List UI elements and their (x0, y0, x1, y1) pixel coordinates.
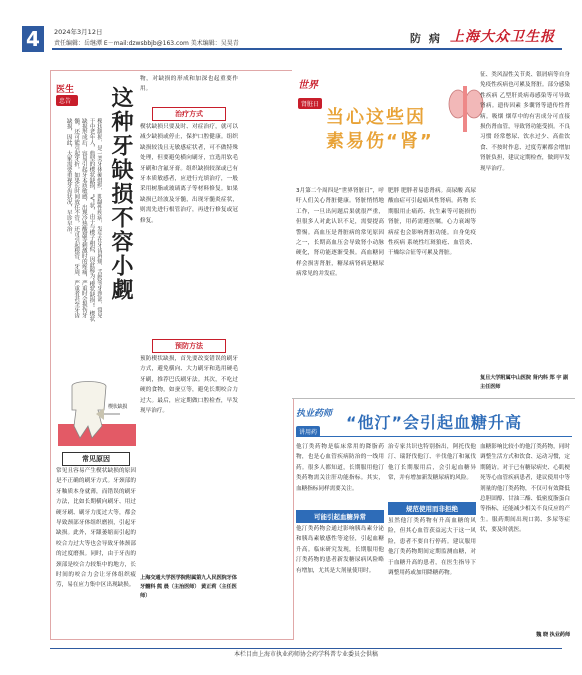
page-number: 4 (22, 26, 44, 52)
image-caption: 楔状缺损 (108, 404, 128, 410)
prevention-heading: 预防方法 (152, 339, 226, 353)
kidney-column-label-group (298, 76, 322, 110)
causes-heading: 常见原因 (62, 452, 130, 466)
left-col2-text-b: 楔状缺损只要及时、对症治疗，就可以减少缺损或停止，保护口腔健康。组织缺损较浅且无敏感症状者，可不做特殊处理，但要避免横向刷牙，宜选用软毛牙刷和含氟牙膏。组织缺损较深或已有牙本质敏感者，应进行充填治疗，一般采用树脂或玻璃离子等材料修复。如果缺损已经波及牙髓，出现牙髓炎症状，则需先进行根管治疗，再进行修复或冠修复。 (140, 124, 238, 224)
statin-col1-text-b: 他汀类药物会通过影响胰岛素分泌和胰岛素敏感性等途径，引起血糖升高。临床研究发现，长期服用他汀类药物的患者新发糖尿病风险略有增加，尤其是大剂量使用时。 (296, 526, 384, 574)
statin-col3-text: 血糖影响比较小的他汀类药物，同时调整生活方式和饮食、运动习惯，定期随访。对于已有糖尿病史、心肌梗死等心血管疾病患者，建议使用中等剂量的他汀类药物，不仅可有效降低总胆固醇、甘油三酯、低密度脂蛋白等指标，还能减少相关不良反应的产生。服药期间出现口渴、多尿等症状，要及时就医。 (480, 444, 570, 534)
kidney-column-label: 世界 (298, 80, 318, 91)
doctor-label: 医生 (56, 85, 75, 95)
statin-heading-1: 可能引起血糖异常 (296, 510, 384, 523)
header-divider (52, 48, 562, 50)
left-col2-text-a: 物，对缺损的形成和加深也起重要作用。 (140, 76, 238, 93)
article-divider (292, 398, 575, 399)
newspaper-logo: 上海大众卫生报 (450, 29, 555, 45)
pharmacist-column-label-group (296, 406, 332, 438)
issue-date: 2024年3月12日 (54, 28, 103, 36)
statin-article-title: “他汀”会引起血糖升高 (346, 413, 523, 432)
kidney-column-sub: 肾脏日 (298, 98, 322, 109)
tooth-icon (58, 380, 136, 446)
left-byline: 上海交通大学医学院附属第九人民医院牙体牙髓科 熊 晨（主治医师） 黄正莉（主任医师） (140, 575, 237, 599)
pharmacist-column-sub: 讲用药 (296, 426, 320, 437)
doctor-sub-label: 忠告 (56, 95, 78, 106)
statin-byline: 魏 晓 执业药师 (536, 632, 570, 638)
doctor-advice-badge (56, 82, 78, 106)
left-col2-text-c: 预防楔状缺损，首先要改变错误的刷牙方式，避免横向、大力刷牙和选用硬毛牙刷，推荐巴氏刷牙法。其次，不吃过硬的食物，如蚕豆等，避免长期咬合力过大。最后，应定期做口腔检查，早发现早治疗。 (140, 356, 238, 415)
kidney-byline: 复旦大学附属中山医院 肾内科 郑 宇 副主任医师 (480, 375, 569, 390)
statin-title-rule (296, 436, 572, 437)
kidney-col3-text: 征、类风湿性关节炎、银屑病等自身免疫性疾病也可累及肾脏。部分感染性疾病 乙型肝炎病毒感染等可导致肾病。遗传因素 多囊肾等遗传性肾病。吸烟 烟草中的有害成分可直接损伤肾血管，导致肾功能受损。不良习惯 经常憋尿、饮水过少、高盐饮食、不按时作息、过度劳累都会增加肾脏负担，建议定期检查，做到早发现早治疗。 (480, 72, 570, 172)
footer-note: 本栏目由上海市执业药师协会药学科普专业委员会供稿 (50, 648, 562, 661)
statin-col1-text: 他汀类药物是临床常用的降脂药物，也是心血管疾病防治的一线用药。很多人都知道，长期服用他汀类药物需关注肝功能指标。其实，血糖指标同样需要关注。 (296, 444, 384, 492)
pharmacist-column-label: 执业药师 (296, 409, 333, 419)
section-name: 防 病 (410, 32, 442, 45)
kidney-col2-text: 肥胖 肥胖者易患肾病。高尿酸 高尿酸血症可引起痛风性肾病。药物 长期服用止痛药、抗生素等可能损伤肾脏，用药需遵医嘱。心力衰竭等病症也会影响肾脏功能。自身免疫性疾病 系统性红斑狼疮、血管炎、干燥综合征等可累及肾脏。 (388, 188, 476, 257)
left-article-title: 这种牙缺损不容小觑 (108, 86, 134, 302)
left-article-intro: 楔状缺损，是一类牙体硬组织，即龋性疾病，发生在牙齿唇颊、舌腭等牙颈部，常见于中老年人，典型的楔状缺损，“V”状，由于与楔子相似，因此称为“楔状缺损”。楔状缺损形成后，容易引起牙本质敏感，出现冷热酸甜等刺激时的疼痛，严重时会损伤牙髓，还可能引起牙折。如果长时间放任不管，还可引起根管、牙周、严重者甚至牙齿缺损，因此，大家需要重视牙齿状况，早诊早治。 (65, 118, 102, 322)
kidney-col1-text: 3月第二个周四是“世界肾脏日”，呼吁人们关心肾脏健康。肾脏悄悄地工作，一旦出问题后果就很严重，但很多人对此认识不足，需要提高警惕。高血压是肾脏病的常见原因之一，长期高血压会导致肾小动脉硬化，肾功能逐渐受损。高血糖同样会损害肾脏，糖尿病肾病是糖尿病常见的并发症。 (296, 188, 384, 278)
statin-heading-2: 规范使用而非拒绝 (388, 502, 476, 515)
statin-col2-text-b: 虽然他汀类药物有升高血糖的风险，但其心血管获益远大于这一风险，患者不要自行停药。建议服用他汀类药物期间定期监测血糖，对于血糖升高的患者，在医生指导下调整用药或加用降糖药物。 (388, 518, 476, 577)
left-col1-text: 常见且容易产生楔状缺损的原因是不正确的刷牙方式。牙颈部的牙釉质本身就薄，而错误的刷牙方法，比如长期横向刷牙、用过硬牙刷、刷牙力度过大等，都会导致颈部牙体组织磨损，引起牙缺损。此外，牙龈萎缩而引起的咬合力过大等也会导致牙体颈部的过度磨损。同时，由于牙齿的颈部是咬合力较集中的地方，长时间的咬合力会让牙体组织疲劳，易在应力集中区出现缺损。 (56, 468, 136, 589)
treatment-heading: 治疗方式 (152, 107, 226, 121)
statin-col2-text: 治专家共识也特别指出，阿托伐他汀、瑞舒伐他汀、辛伐他汀和氟伐他汀长期服用后，会引起血糖异常，并有增加新发糖尿病的风险。 (388, 444, 476, 482)
tooth-illustration (58, 380, 136, 446)
kidney-article-title: 当心这些因素易伤“肾” (326, 107, 434, 152)
editor-credits: 责任编辑：岳继潭 E－mail:dzwsbbjb@163.com 美术编辑：吴昊青 (54, 40, 239, 47)
